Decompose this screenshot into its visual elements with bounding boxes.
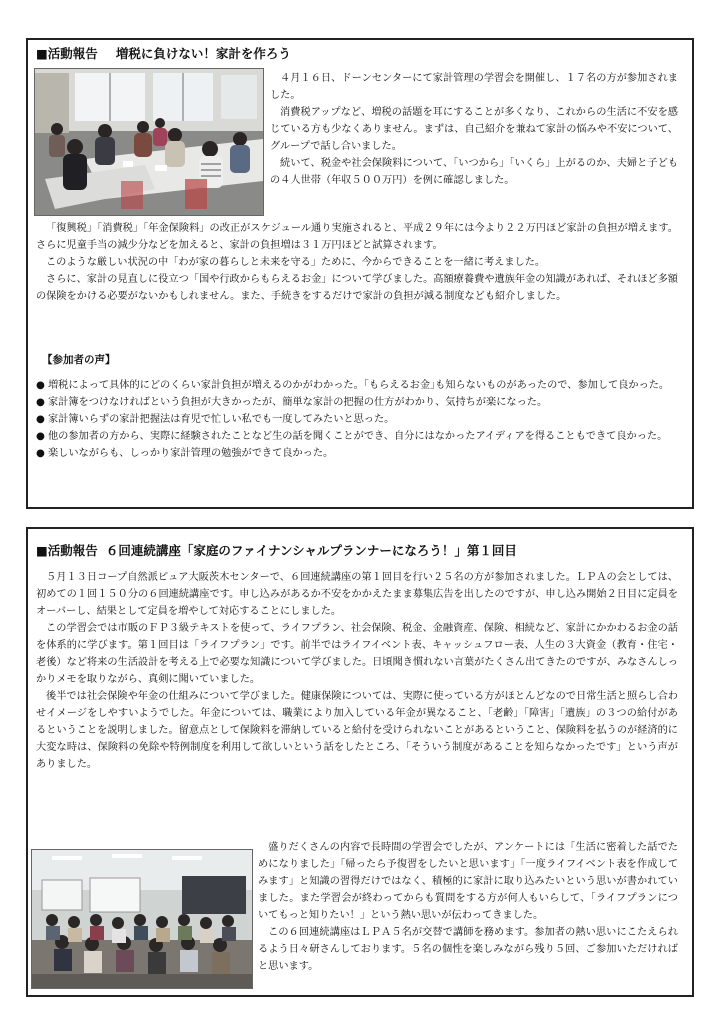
workshop-photo	[34, 68, 264, 216]
intro-text	[270, 70, 678, 189]
intro-paragraph: ４月１６日、ドーンセンターにて家計管理の学習会を開催し、１７名の方が参加されました。	[270, 73, 678, 101]
body-paragraph: ５月１３日コープ自然派ピュア大阪茨木センターで、６回連続講座の第１回目を行い２５名の方が参加されました。ＬＰＡの会としては、初めての１回１５０分の６回連続講座です。申し込みがあるか不安をかかえたまま募集広告を出したのですが、申し込み開始２日目に定員をオーバーし、結果として定員を増やして対応することにしました。	[36, 572, 678, 617]
report-heading	[36, 541, 517, 559]
bullet-icon: ●	[36, 431, 45, 442]
bullet-icon: ●	[36, 414, 45, 425]
list-item: ● 家計簿いらずの家計把握法は育児で忙しい私でも一度してみたいと思った。	[36, 411, 678, 428]
body-text	[36, 569, 678, 773]
report-box-household-budget	[26, 38, 694, 509]
bullet-icon: ●	[36, 448, 45, 459]
intro-paragraph: 続いて、税金や社会保険料について、「いつから」「いくら」上がるのか、夫婦と子どもの４人世帯（年収５００万円）を例に確認しました。	[270, 158, 678, 186]
workshop-photo-image	[35, 69, 263, 215]
lecture-photo	[31, 849, 253, 989]
bullet-icon: ●	[36, 397, 45, 408]
closing-text	[258, 839, 678, 975]
body-paragraph: さらに、家計の見直しに役立つ「国や行政からもらえるお金」について学びました。高額療養費や遺族年金の知識があれば、それほど多額の保険をかける必要がないかもしれません。また、手続きをするだけで家計の負担が減る制度なども紹介しました。	[36, 274, 678, 302]
intro-paragraph: 消費税アップなど、増税の話題を耳にすることが多くなり、これからの生活に不安を感じている方も少なくありません。まずは、自己紹介を兼ねて家計の悩みや不安について、グループで話し合いました。	[270, 107, 678, 152]
report-title: ６回連続講座「家庭のファイナンシャルプランナーになろう！」第１回目	[105, 543, 517, 558]
report-label: ■活動報告	[36, 46, 98, 61]
body-paragraph: 後半では社会保険や年金の仕組みについて学びました。健康保険については、実際に使っている方がほとんどなので日常生活と照らし合わせイメージをしやすいようでした。年金については、職業により加入している年金が異なること、「老齢」「障害」「遺族」の３つの給付があるということを説明しました。留意点として保険料を滞納していると給付を受けられないことがあるということ、保険料を払うのが経済的に大変な時は、保険料の免除や特例制度を利用して欲しいという話をしたところ、「そういう制度があることを知らなかったです」という声がありました。	[36, 691, 678, 770]
report-box-fp-course	[26, 527, 694, 997]
closing-paragraph: この６回連続講座はＬＰＡ５名が交替で講師を務めます。参加者の熱い思いにこたえられるよう日々研さんしております。５名の個性を楽しみながら残り５回、ご参加いただければと思います。	[258, 927, 678, 972]
body-paragraph: このような厳しい状況の中「わが家の暮らしと未来を守る」ために、今からできることを一緒に考えました。	[46, 257, 546, 268]
bullet-icon: ●	[36, 380, 45, 391]
body-paragraph: 「復興税」「消費税」「年金保険料」の改正がスケジュール通り実施されると、平成２９年には今より２２万円ほど家計の負担が増えます。さらに児童手当の減少分などを加えると、家計の負担増は３１万円ほどと試算されます。	[36, 223, 678, 251]
closing-paragraph: 盛りだくさんの内容で長時間の学習会でしたが、アンケートには「生活に密着した話でためになりました」「帰ったら予復習をしたいと思います」「一度ライフイベント表を作成してみます」と知識の習得だけではなく、積極的に家計に取り込みたいという思いが書かれていました。また学習会が終わってからも質問をする方が何人もいらして、「ライフプランについてもっと知りたい！」という熱い思いが伝わってきました。	[258, 842, 678, 921]
body-paragraph: この学習会では市販のＦＰ３級テキストを使って、ライフプラン、社会保険、税金、金融資産、保険、相続など、家計にかかわるお金の話を体系的に学びます。第１回目は「ライフプラン」です。前半ではライフイベント表、キャッシュフロー表、人生の３大資金（教育・住宅・老後）など将来の生活設計を考える上で必要な知識について学びました。日頃聞き慣れない言葉がたくさん出てきたのですが、みなさんしっかりメモを取りながら、真剣に聞いていました。	[36, 623, 678, 685]
voices-list	[36, 377, 678, 462]
report-heading	[36, 44, 291, 62]
list-item: ● 楽しいながらも、しっかり家計管理の勉強ができて良かった。	[36, 445, 678, 462]
report-title: 増税に負けない！家計を作ろう	[115, 46, 291, 61]
lecture-photo-image	[32, 850, 252, 988]
report-label: ■活動報告	[36, 543, 98, 558]
list-item: ● 他の参加者の方から、実際に経験されたことなど生の話を聞くことができ、自分にはなかったアイディアを得ることもできて良かった。	[36, 428, 678, 445]
list-item: ● 増税によって具体的にどのくらい家計負担が増えるのかがわかった。｢もらえるお金｣も知らないものがあったので、参加して良かった。	[36, 377, 678, 394]
body-text	[36, 220, 678, 305]
voices-title: 【参加者の声】	[42, 354, 116, 366]
list-item: ● 家計簿をつけなければという負担が大きかったが、簡単な家計の把握の仕方がわかり、気持ちが楽になった。	[36, 394, 678, 411]
